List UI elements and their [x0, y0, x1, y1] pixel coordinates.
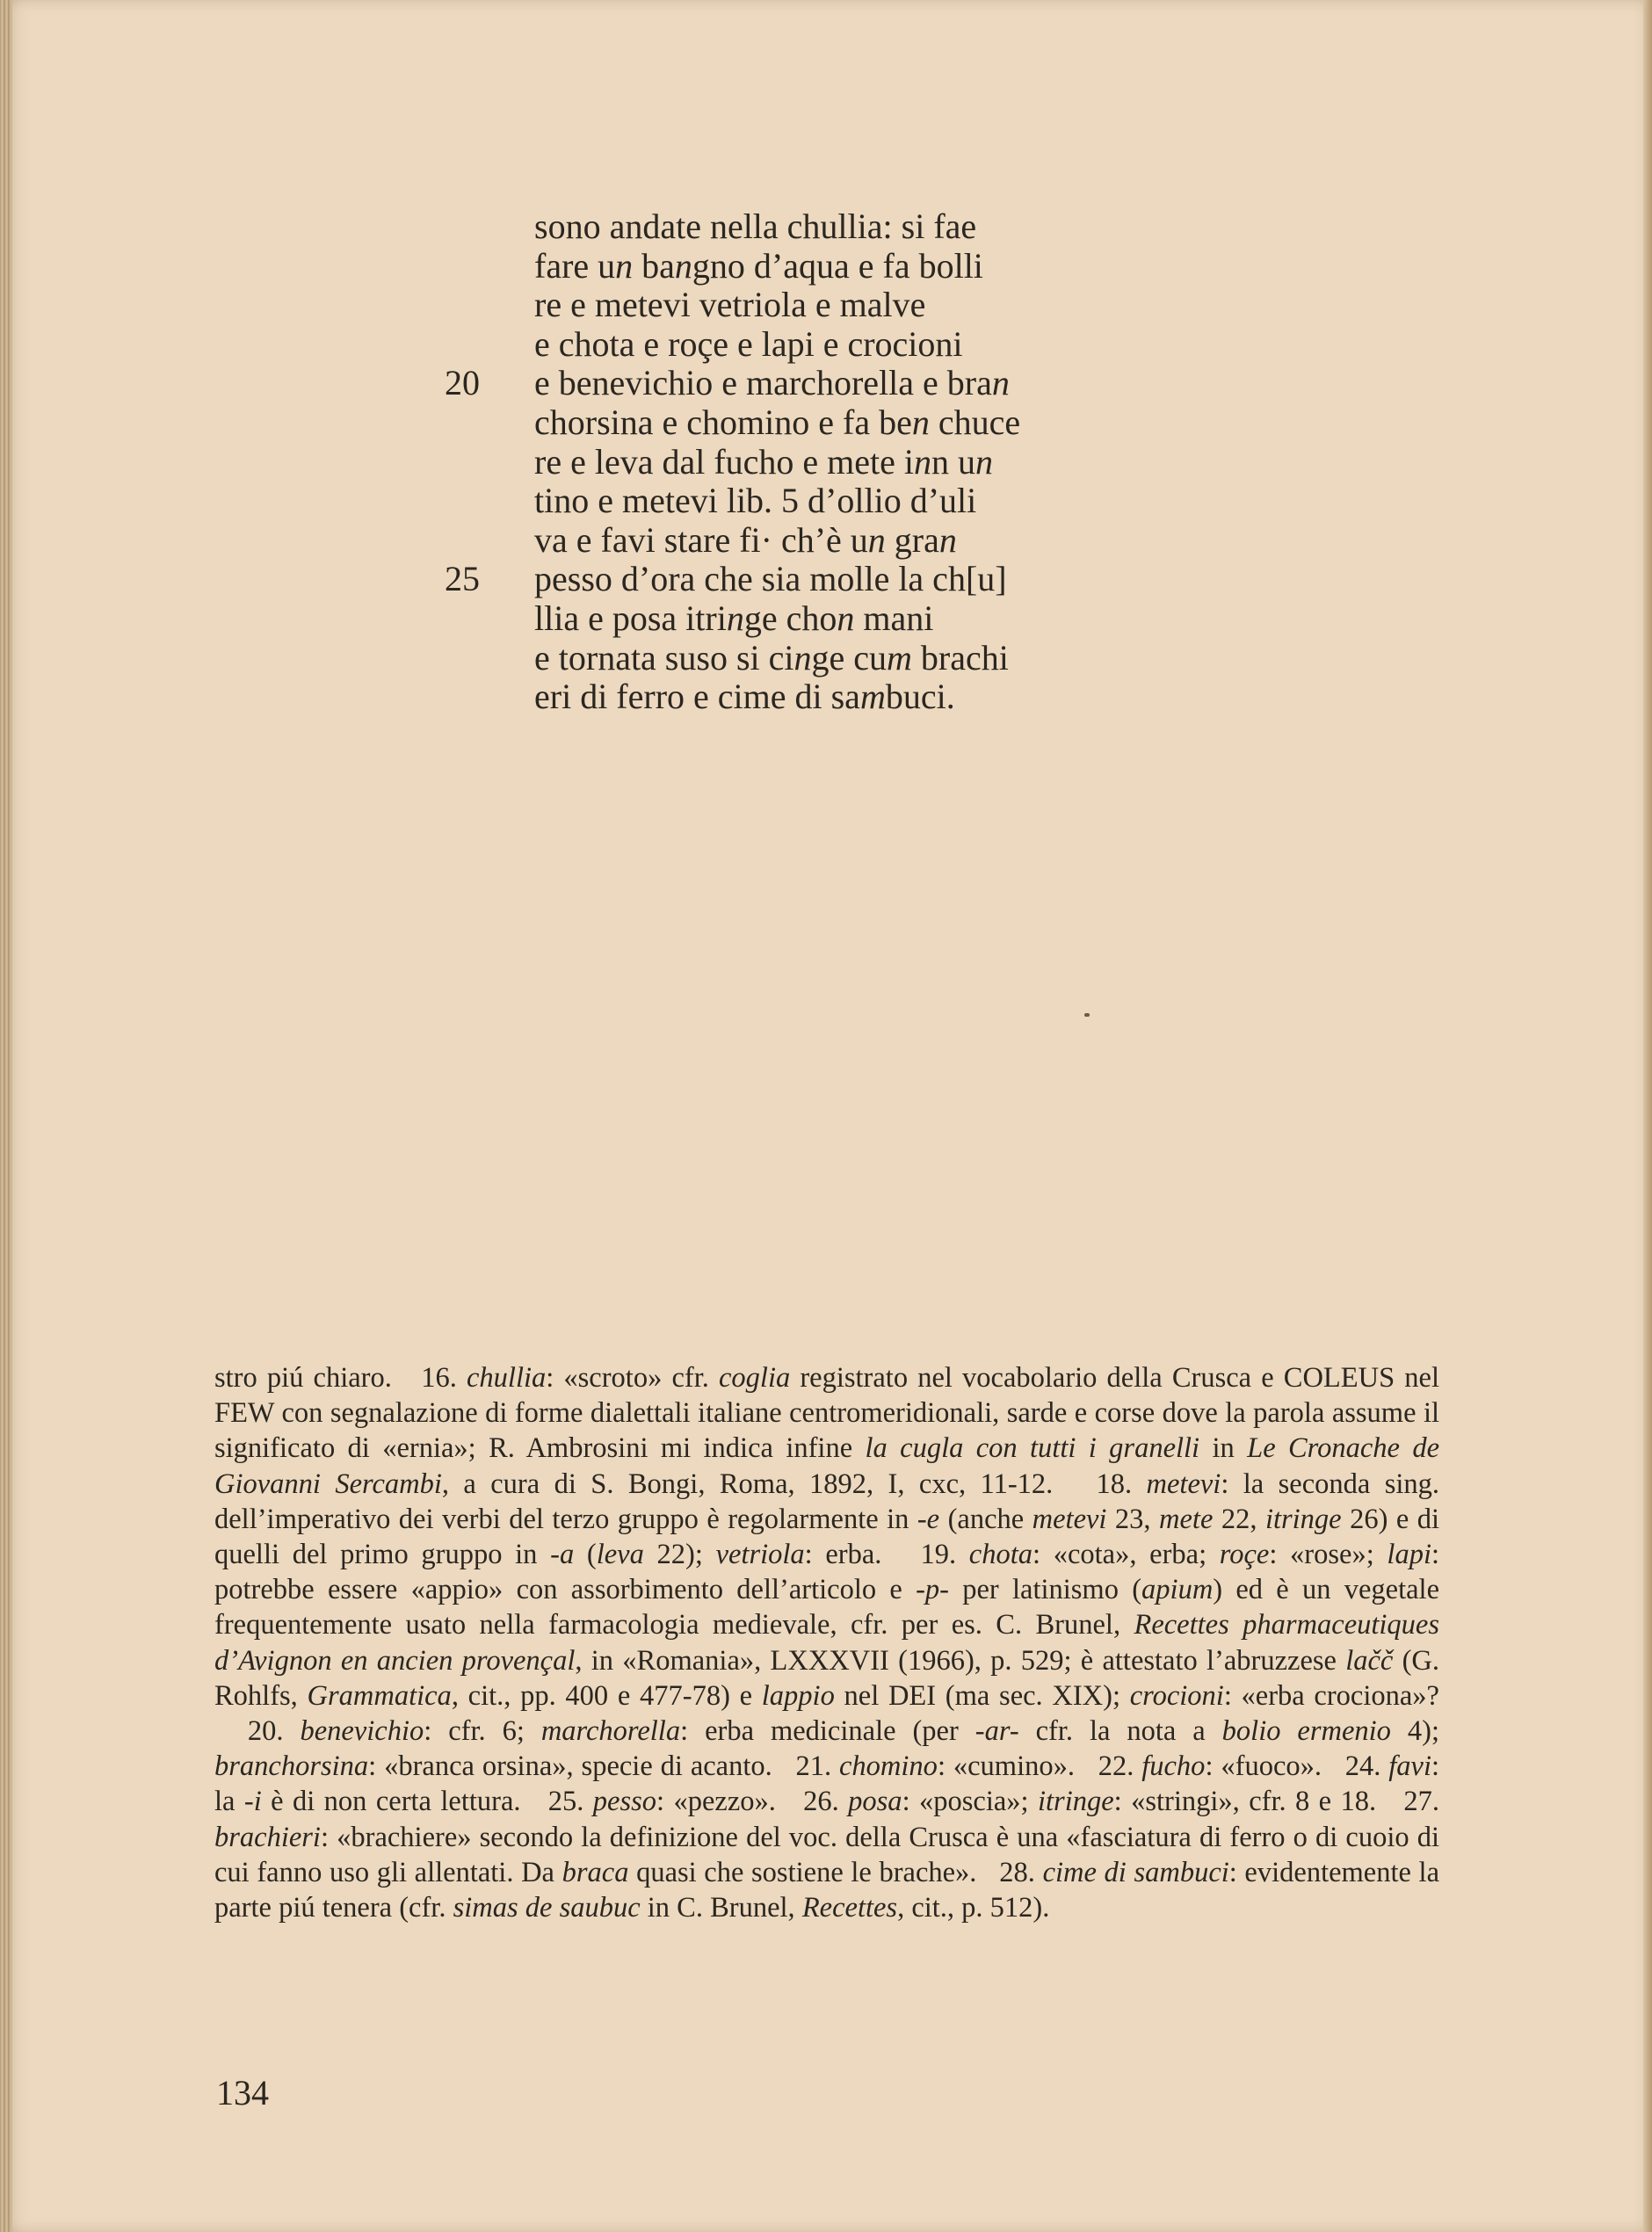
verse-line: e benevichio e marchorella e bran [534, 363, 1010, 403]
verse-line: fare un bangno d’aqua e fa bolli [534, 245, 983, 286]
verse-line: tino e metevi lib. 5 d’ollio d’uli [534, 481, 977, 521]
verse-line: pesso d’ora che sia molle la ch[u] [534, 559, 1007, 599]
page-edge-right [1643, 0, 1652, 2232]
verse-line: e chota e roçe e lapi e crocioni [534, 323, 963, 364]
verse-line: llia e posa itringe chon mani [534, 598, 934, 638]
line-number-20: 20 [445, 363, 480, 402]
verse-line: va e favi stare fi· ch’è un gran [534, 519, 957, 560]
verse-line: re e metevi vetriola e malve [534, 285, 926, 325]
line-number-25: 25 [445, 559, 480, 598]
verse-line: sono andate nella chullia: si fae [534, 207, 977, 246]
footnotes-apparatus [214, 1360, 1439, 1925]
verse-line: chorsina e chomino e fa ben chuce [534, 402, 1021, 442]
verse-block [534, 207, 1202, 717]
verse-line: eri di ferro e cime di sambuci. [534, 677, 955, 717]
page-number: 134 [216, 2073, 269, 2112]
page-stack-edge-left [0, 0, 12, 2232]
ink-speck [1084, 1013, 1090, 1017]
footnotes-text: stro piú chiaro. 16. chullia: «scroto» cfr. coglia registrato nel vocabolario della Crusca e COLEUS nel FEW con segnalazione di forme dialettali italiane centromeridionali, sarde e corse dove la parola assume il significato di «ernia»; R. Ambrosini mi indica infine la cugla con tutti i granelli in Le Cronache de Giovanni Sercambi, a cura di S. Bongi, Roma, 1892, I, cxc, 11-12. 18. metevi: la seconda sing. dell’imperativo dei verbi del terzo gruppo è regolarmente in -e (anche metevi 23, mete 22, itringe 26) e di quelli del primo gruppo in -a (leva 22); vetriola: erba. 19. chota: «cota», erba; roçe: «rose»; lapi: potrebbe essere «appio» con assorbimento dell’articolo e -p- per latinismo (apium) ed è un vegetale frequentemente usato nella farmacologia medievale, cfr. per es. C. Brunel, Recettes pharmaceutiques d’Avignon en ancien provençal, in «Romania», LXXXVII (1966), p. 529; è attestato l’abruzzese lačč (G. Rohlfs, Grammatica, cit., pp. 400 e 477-78) e lappio nel DEI (ma sec. XIX); crocioni: «erba crociona»? 20. benevichio: cfr. 6; marchorella: erba medicinale (per -ar- cfr. la nota a bolio ermenio 4); branchorsina: «branca orsina», specie di acanto. 21. chomino: «cumino». 22. fucho: «fuoco». 24. favi: la -i è di non certa lettura. 25. pesso: «pezzo». 26. posa: «poscia»; itringe: «stringi», cfr. 8 e 18. 27. brachieri: «brachiere» secondo la definizione del voc. della Crusca è una «fasciatura di ferro o di cuoio di cui fanno uso gli allentati. Da braca quasi che sostiene le brache». 28. cime di sambuci: evidentemente la parte piú tenera (cfr. simas de saubuc in C. Brunel, Recettes, cit., p. 512). [214, 1362, 1440, 1924]
verse-line: re e leva dal fucho e mete inn un [534, 441, 993, 482]
verse-line: e tornata suso si cinge cum brachi [534, 637, 1009, 678]
